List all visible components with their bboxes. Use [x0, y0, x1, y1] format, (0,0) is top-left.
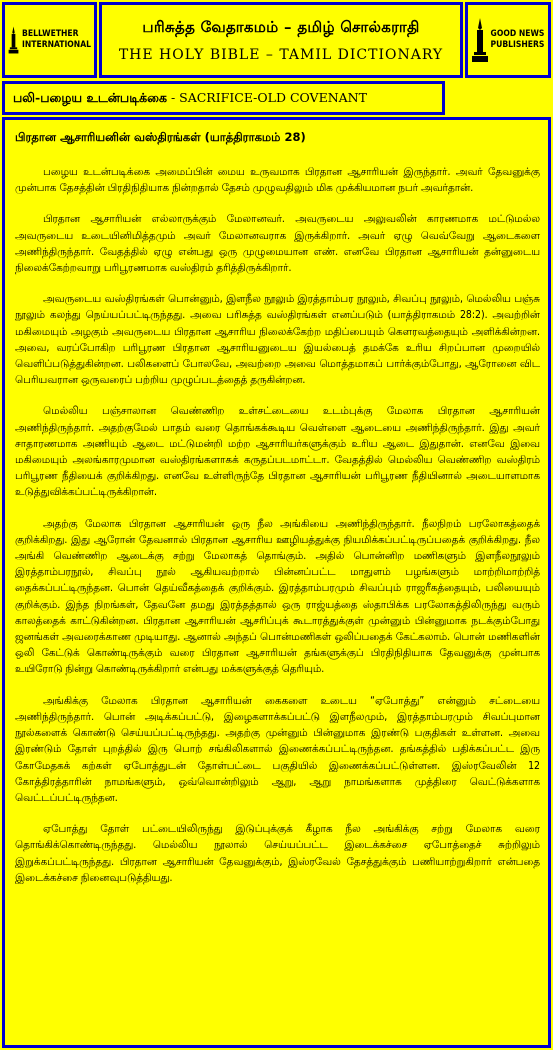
paragraph: ஏபோத்து தோள் பட்டையிலிருந்து இடுப்புக்குக் கீழாக நீல அங்கிக்கு சற்று மேலாக வரை தொங்கிக்கொண்டிருந்தது. மெல்லிய நூலால் செய்யப்பட்ட இடைக்கச்சை ஏபோத்தைச் சுற்றிலும் இறுக்கப்பட்டிருந்தது. பிரதான ஆசாரியன் தேவனுக்கும், இஸ்ரவேல் தேசத்துக்கும் பணியாற்றுகிறார் என்பதை இடைக்கச்சை நினைவுபடுத்தியது.	[15, 823, 540, 884]
subject-tamil: பலி-பழைய உடன்படிக்கை	[13, 90, 167, 105]
subject-box	[2, 81, 445, 115]
subject-separator: -	[166, 90, 180, 105]
subject-english: SACRIFICE-OLD COVENANT	[179, 90, 367, 105]
book-stand-icon	[8, 16, 19, 64]
bellwether-logo-text: BELLWETHER INTERNATIONAL	[22, 29, 91, 50]
paragraph: மெல்லிய பஞ்சாலான வெண்ணிற உள்சட்டையை உடம்புக்கு மேலாக பிரதான ஆசாரியன் அணிந்திருந்தார். அதற்குமேல் பாதம் வரை தொங்கக்கூடிய வெள்ளை ஆடையை அணிந்திருந்தார். இது அவர் சாதாரணமாக அணியும் ஆடை மட்டுமன்றி மற்ற ஆசாரியர்களுக்கும் உரிய ஆடை இதுதான். எனவே இவை மகிமையும் அலங்காரமுமான வஸ்திரங்களாகக் கருதப்படமாட்டா. வேதத்தில் மெல்லிய வெண்ணிற வஸ்திரம் பரிபூரண நீதியைக் குறிக்கிறது. எனவே உள்ளிருந்தே பிரதான ஆசாரியன் பரிபூரண நீதியினால் அடையாளமாக உடுத்துவிக்கப்பட்டிருக்கிறான்.	[15, 405, 540, 499]
article-content	[15, 130, 540, 886]
bellwether-logo-box	[2, 2, 97, 78]
article-box	[2, 117, 551, 1048]
good-news-logo-box	[465, 2, 551, 78]
paragraph: பிரதான ஆசாரியன் எல்லாருக்கும் மேலானவர். அவருடைய அலுவலின் காரணமாக மட்டுமல்ல அவருடைய உடையினிமித்தமும் அவர் மேலானவராக இருக்கிறார். அவர் ஏழு வெவ்வேறு ஆடைகளை அணிந்திருந்தார். வேதத்தில் ஏழு என்பது ஒரு முழுமையான எண். எனவே பிரதான ஆசாரியன் தன்னுடைய நிலைக்கேற்றவாறு பரிபூரணமாக வஸ்திரம் தரித்திருக்கிறார்.	[15, 213, 540, 275]
paragraph: அவருடைய வஸ்திரங்கள் பொன்னும், இளநீல நூலும் இரத்தாம்பர நூலும், சிவப்பு நூலும், மெல்லிய பஞ்சு நூலும் கலந்து நெய்யப்பட்டிருந்தது. அவை பரிசுத்த வஸ்திரங்கள் எனப்படும் (யாத்திராகமம் 28:2). அவற்றின் மகிமையும் அழகும் அவருடைய பிரதான ஆசாரிய நிலைக்கேற்ற மதிப்பையும் கௌரவத்தையும் அளிக்கின்றன. அவை, வரப்போகிற பரிபூரண பிரதான ஆசாரியனுடைய இயல்பைத் தமக்கே உரிய சிறப்பான முறையில் வெளிப்படுத்துகின்றன. பலிகளைப் போலவே, அவற்றை அவை மொத்தமாகப் பார்க்கும்போது, ஆரோனை விட பெரியவரான ஒருவரைப் பற்றிய முழுப்படத்தைத் தருகின்றன.	[15, 293, 540, 387]
dictionary-title-box	[99, 2, 463, 78]
book-stand-icon	[472, 16, 488, 64]
good-news-logo-text: GOOD NEWS PUBLISHERS	[490, 29, 545, 50]
paragraph: அதற்கு மேலாக பிரதான ஆசாரியன் ஒரு நீல அங்கியை அணிந்திருந்தார். நீலநிறம் பரலோகத்தைக் குறிக்கிறது. இது ஆரோன் தேவனால் பிரதான ஆசாரிய ஊழியத்துக்கு நியமிக்கப்பட்டிருப்பதைக் குறிக்கிறது. நீல அங்கி வெண்ணிற ஆடைக்கு சற்று மேலாகத் தொங்கும். அதில் பொன்னிற மணிகளும் இளநீலநூலும் இரத்தாம்பரநூல், சிவப்பு நூல் ஆகியவற்றால் பின்னப்பட்ட மாதுளம் பழங்களும் மாற்றிமாற்றித் தைக்கப்பட்டிருந்தன. பொன் தெய்வீகத்தைக் குறிக்கும். இரத்தாம்பரமும் சிவப்பும் ராஜரீகத்தையும், பலியையும் குறிக்கும். இந்த நிறங்கள், தேவனே தமது இரத்தத்தால் ஒரு ராஜ்யத்தை ஸ்தாபிக்க பரலோகத்திலிருந்து வரும் காலத்தைக் காட்டுகின்றன. பிரதான ஆசாரியன் ஆசரிப்புக் கூடாரத்துக்குள் முன்னும் பின்னுமாக நடக்கும்போது ஜனங்கள் அவரைக்காண முடியாது. ஆனால் அந்தப் பொன்மணிகள் ஒலிப்பதைக் கேட்கலாம். பொன் மணிகளின் ஒலி கேட்டுக் கொண்டிருக்கும் வரை பிரதான ஆசாரியன் தங்களுக்குப் பிரதிநிதியாக தேவனுக்கு முன்பாக உயிரோடு நின்று கொண்டிருக்கிறார் என்பது மக்களுக்குத் தெரியும்.	[15, 517, 540, 676]
english-title: THE HOLY BIBLE – TAMIL DICTIONARY	[118, 47, 444, 63]
tamil-title: பரிசுத்த வேதாகமம் – தமிழ் சொல்கராதி	[142, 18, 420, 36]
subject-title	[13, 90, 367, 107]
paragraph: பழைய உடன்படிக்கை அமைப்பின் மைய உருவமாக பிரதான ஆசாரியன் இருந்தார். அவர் தேவனுக்கு முன்பாக தேசத்தின் பிரதிநிதியாக நின்றதால் தேசம் முழுவதிலும் மிக முக்கியமான நபர் அவர்தான்.	[15, 166, 540, 195]
paragraph: அங்கிக்கு மேலாக பிரதான ஆசாரியன் கைகளை உடைய “ஏபோத்து” என்னும் சட்டையை அணிந்திருந்தார். பொன் அடிக்கப்பட்டு, இழைகளாக்கப்பட்டு இளநீலமும், இரத்தாம்பரமும் சிவப்புமான நூல்களைக் கொண்டு செய்யப்பட்டிருந்தது. அதற்கு முன்னும் பின்னுமாக இரண்டு பகுதிகள் உள்ளன. அவை இரண்டும் தோள் புறத்தில் இரு பொற் சங்கிலிகளால் இணைக்கப்பட்டிருந்தன. தங்கத்தில் பதிக்கப்பட்ட இரு கோமேதகக் கற்கள் ஏபோத்துடன் தோள்பட்டை பகுதியில் இணைக்கப்பட்டுள்ளன. இஸ்ரவேலின் 12 கோத்திரத்தாரின் நாமங்களும், ஒவ்வொன்றிலும் ஆறு, ஆறு நாமங்களாக முத்திரை வெட்டுக்களாக வெட்டப்பட்டிருந்தன.	[15, 694, 540, 804]
section-heading: பிரதான ஆசாரியனின் வஸ்திரங்கள் (யாத்திராகமம் 28)	[15, 130, 306, 144]
